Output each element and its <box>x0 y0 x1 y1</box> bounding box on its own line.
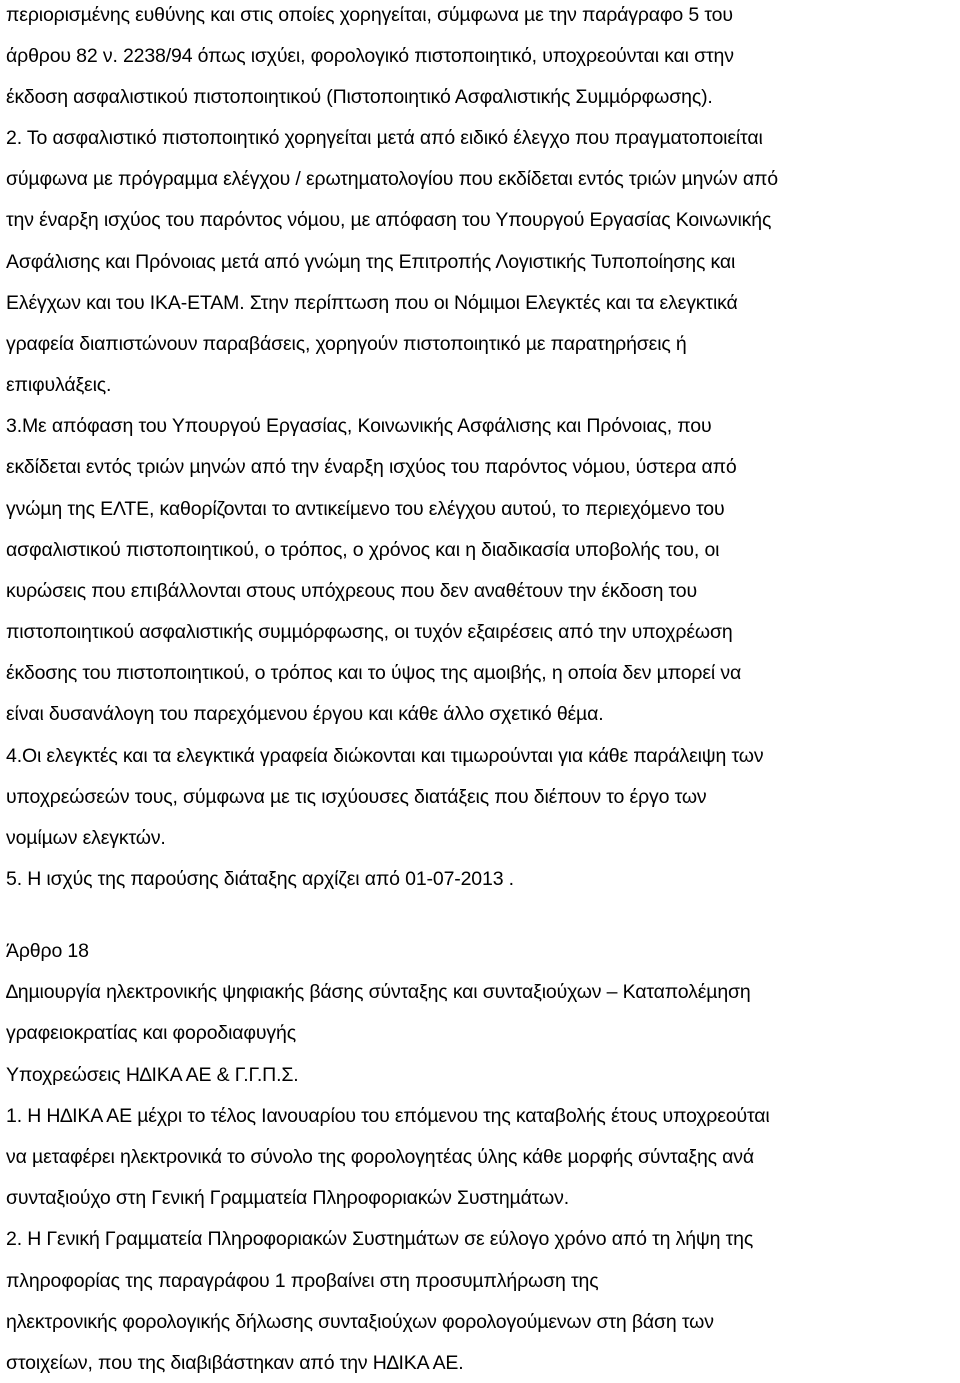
paragraph-2-line-4: Ασφάλισης και Πρόνοιας µετά από γνώµη της Επιτροπής Λογιστικής Τυποποίησης και <box>6 251 736 273</box>
paragraph-4-line-2: υποχρεώσεών τους, σύµφωνα µε τις ισχύουσες διατάξεις που διέπουν το έργο των <box>6 786 707 808</box>
article-title-line-1: ∆ηµιουργία ηλεκτρονικής ψηφιακής βάσης σύνταξης και συνταξιούχων – Καταπολέµηση <box>6 981 751 1003</box>
paragraph-3-line-1: 3.Με απόφαση του Υπουργού Εργασίας, Κοινωνικής Ασφάλισης και Πρόνοιας, που <box>6 415 712 437</box>
paragraph-1-line-3: έκδοση ασφαλιστικού πιστοποιητικού (Πιστοποιητικό Ασφαλιστικής Συµµόρφωσης). <box>6 86 713 108</box>
paragraph-2-line-1: 2. Το ασφαλιστικό πιστοποιητικό χορηγείται µετά από ειδικό έλεγχο που πραγµατοποιείται <box>6 127 763 149</box>
article-paragraph-2-line-4: στοιχείων, που της διαβιβάστηκαν από την Η∆ΙΚΑ ΑΕ. <box>6 1352 464 1374</box>
paragraph-2-line-2: σύµφωνα µε πρόγραµµα ελέγχου / ερωτηµατολογίου που εκδίδεται εντός τριών µηνών από <box>6 168 778 190</box>
paragraph-1-line-2: άρθρου 82 ν. 2238/94 όπως ισχύει, φορολογικό πιστοποιητικό, υποχρεούνται και στην <box>6 45 734 67</box>
paragraph-3-line-2: εκδίδεται εντός τριών µηνών από την έναρξη ισχύος του παρόντος νόµου, ύστερα από <box>6 456 737 478</box>
article-paragraph-2-line-1: 2. Η Γενική Γραµµατεία Πληροφοριακών Συστηµάτων σε εύλογο χρόνο από τη λήψη της <box>6 1228 754 1250</box>
paragraph-4-line-3: νοµίµων ελεγκτών. <box>6 827 166 849</box>
paragraph-3-line-8: είναι δυσανάλογη του παρεχόµενου έργου και κάθε άλλο σχετικό θέµα. <box>6 703 604 725</box>
paragraph-3-line-3: γνώµη της ΕΛΤΕ, καθορίζονται το αντικείµενο του ελέγχου αυτού, το περιεχόµενο του <box>6 498 725 520</box>
paragraph-5-line-1: 5. Η ισχύς της παρούσης διάταξης αρχίζει από 01-07-2013 . <box>6 868 514 890</box>
paragraph-3-line-7: έκδοσης του πιστοποιητικού, ο τρόπος και το ύψος της αµοιβής, η οποία δεν µπορεί να <box>6 662 742 684</box>
paragraph-2-line-3: την έναρξη ισχύος του παρόντος νόµου, µε απόφαση του Υπουργού Εργασίας Κοινωνικής <box>6 209 772 231</box>
paragraph-1-line-1: περιορισµένης ευθύνης και στις οποίες χορηγείται, σύµφωνα µε την παράγραφο 5 του <box>6 4 733 26</box>
paragraph-3-line-4: ασφαλιστικού πιστοποιητικού, ο τρόπος, ο χρόνος και η διαδικασία υποβολής του, οι <box>6 539 720 561</box>
paragraph-4-line-1: 4.Οι ελεγκτές και τα ελεγκτικά γραφεία διώκονται και τιµωρούνται για κάθε παράλειψη των <box>6 745 764 767</box>
paragraph-2-line-7: επιφυλάξεις. <box>6 374 112 396</box>
article-title-line-2: γραφειοκρατίας και φοροδιαφυγής <box>6 1022 296 1044</box>
article-paragraph-1-line-1: 1. Η Η∆ΙΚΑ ΑΕ µέχρι το τέλος Ιανουαρίου του επόµενου της καταβολής έτους υποχρεούται <box>6 1105 770 1127</box>
article-paragraph-1-line-3: συνταξιούχο στη Γενική Γραµµατεία Πληροφοριακών Συστηµάτων. <box>6 1187 569 1209</box>
paragraph-3-line-6: πιστοποιητικού ασφαλιστικής συµµόρφωσης, οι τυχόν εξαιρέσεις από την υποχρέωση <box>6 621 733 643</box>
article-paragraph-1-line-2: να µεταφέρει ηλεκτρονικά το σύνολο της φορολογητέας ύλης κάθε µορφής σύνταξης ανά <box>6 1146 755 1168</box>
paragraph-2-line-5: Ελέγχων και του ΙΚΑ-ΕΤΑΜ. Στην περίπτωση που οι Νόµιµοι Ελεγκτές και τα ελεγκτικά <box>6 292 738 314</box>
article-paragraph-2-line-3: ηλεκτρονικής φορολογικής δήλωσης συνταξιούχων φορολογούµενων στη βάση των <box>6 1311 714 1333</box>
paragraph-3-line-5: κυρώσεις που επιβάλλονται στους υπόχρεους που δεν αναθέτουν την έκδοση του <box>6 580 698 602</box>
article-heading: Άρθρο 18 <box>6 940 89 962</box>
paragraph-2-line-6: γραφεία διαπιστώνουν παραβάσεις, χορηγούν πιστοποιητικό µε παρατηρήσεις ή <box>6 333 687 355</box>
article-paragraph-2-line-2: πληροφορίας της παραγράφου 1 προβαίνει στη προσυµπλήρωση της <box>6 1270 599 1292</box>
article-subtitle: Υποχρεώσεις Η∆ΙΚΑ ΑΕ & Γ.Γ.Π.Σ. <box>6 1064 299 1086</box>
